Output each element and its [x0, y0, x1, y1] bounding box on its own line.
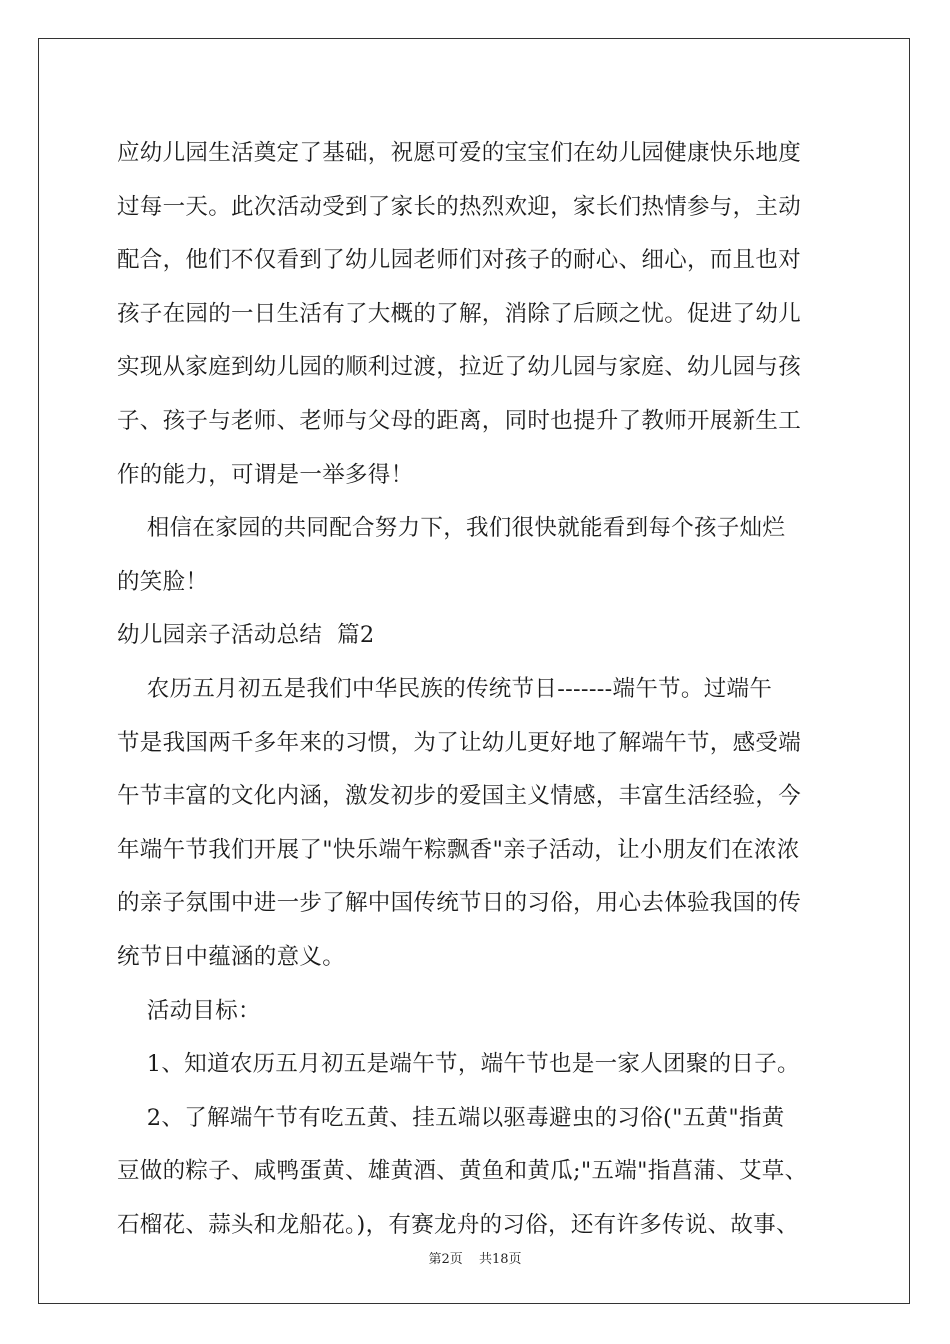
text-line: 子、孩子与老师、老师与父母的距离，同时也提升了教师开展新生工: [117, 407, 802, 434]
text-line: 活动目标：: [117, 997, 261, 1024]
text-line: 配合，他们不仅看到了幼儿园老师们对孩子的耐心、细心，而且也对: [117, 247, 802, 274]
text-line: 孩子在园的一日生活有了大概的了解，消除了后顾之忧。促进了幼儿: [117, 300, 802, 327]
text-line: 2、了解端午节有吃五黄、挂五端以驱毒避虫的习俗("五黄"指黄: [117, 1104, 785, 1131]
text-line: 年端午节我们开展了"快乐端午粽飘香"亲子活动，让小朋友们在浓浓: [117, 836, 800, 863]
text-line: 应幼儿园生活奠定了基础，祝愿可爱的宝宝们在幼儿园健康快乐地度: [117, 140, 802, 166]
section-heading: 幼儿园亲子活动总结 篇2: [117, 622, 375, 649]
text-line: 统节日中蕴涵的意义。: [117, 943, 346, 970]
text-line: 农历五月初五是我们中华民族的传统节日-------端午节。过端午: [117, 675, 773, 702]
text-line: 豆做的粽子、咸鸭蛋黄、雄黄酒、黄鱼和黄瓜;"五端"指菖蒲、艾草、: [117, 1158, 808, 1185]
page-number: 第2页: [428, 1252, 463, 1267]
text-line: 石榴花、蒜头和龙船花。)，有赛龙舟的习俗，还有许多传说、故事、: [117, 1211, 799, 1238]
text-line: 1、知道农历五月初五是端午节，端午节也是一家人团聚的日子。: [117, 1051, 800, 1078]
text-line: 相信在家园的共同配合努力下，我们很快就能看到每个孩子灿烂: [117, 515, 786, 542]
text-line: 的笑脸！: [117, 568, 209, 595]
document-body: [117, 127, 835, 1252]
text-line: 的亲子氛围中进一步了解中国传统节日的习俗，用心去体验我国的传: [117, 890, 802, 917]
text-line: 午节丰富的文化内涵，激发初步的爱国主义情感，丰富生活经验，今: [117, 783, 802, 810]
page-footer: [0, 1248, 950, 1267]
text-line: 过每一天。此次活动受到了家长的热烈欢迎，家长们热情参与，主动: [117, 193, 802, 220]
text-line: 实现从家庭到幼儿园的顺利过渡，拉近了幼儿园与家庭、幼儿园与孩: [117, 354, 802, 381]
text-line: 作的能力，可谓是一举多得！: [117, 461, 414, 488]
page-total: 共18页: [478, 1252, 522, 1267]
text-line: 节是我国两千多年来的习惯，为了让幼儿更好地了解端午节，感受端: [117, 729, 802, 756]
